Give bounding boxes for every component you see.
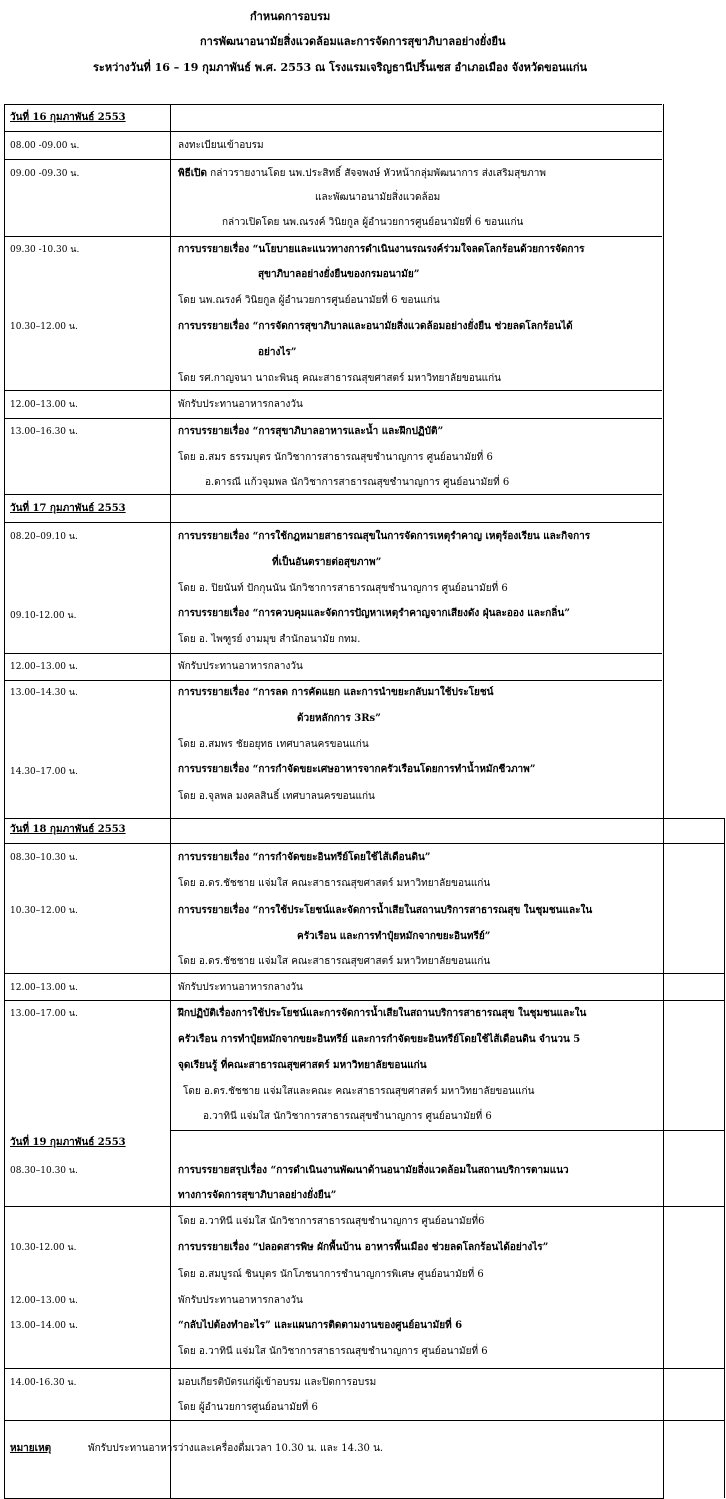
session-text: อย่างไร” (258, 347, 297, 358)
session-text: โดย อ.สมบูรณ์ ชินบุตร นักโภชนาการชำนาญการพิเศษ ศูนย์อนามัยที่ 6 (178, 1269, 484, 1280)
row-line (4, 818, 724, 819)
session-text (178, 167, 546, 181)
session-text: การบรรยายเรื่อง “การใช้ประโยชน์และจัดการน้ำเสียในสถานบริการสาธารณสุข ในชุมชนและใน (178, 905, 593, 916)
session-time: 10.30-12.00 น. (10, 1243, 77, 1253)
session-time: 13.00–16.30 น. (10, 427, 78, 437)
session-time: 08.20–09.10 น. (10, 532, 78, 542)
session-text: โดย ผู้อำนวยการศูนย์อนามัยที่ 6 (178, 1402, 318, 1413)
session-text: พักรับประทานอาหารกลางวัน (178, 982, 303, 993)
session-text: โดย อ. ไพฑูรย์ งามมุข สำนักอนามัย กทม. (178, 634, 361, 645)
session-time: 12.00–13.00 น. (10, 983, 78, 993)
session-time: 09.10-12.00 น. (10, 611, 77, 621)
session-time: 09.00 -09.30 น. (10, 169, 80, 179)
session-text: โดย อ.ดร.ชัชชาย แจ่มใส คณะสาธารณสุขศาสตร์ มหาวิทยาลัยขอนแก่น (178, 878, 491, 889)
session-text: การบรรยายเรื่อง “การสุขาภิบาลอาหารและน้ำ และฝึกปฏิบัติ” (178, 426, 444, 437)
session-text: สุขาภิบาลอย่างยั่งยืนของกรมอนามัย” (258, 269, 420, 280)
session-time: 09.30 -10.30 น. (10, 245, 80, 255)
session-text: โดย อ. ปิยนันท์ ปักกุนนัน นักวิชาการสาธารณสุขชำนาญการ ศูนย์อนามัยที่ 6 (178, 583, 508, 594)
session-text: การบรรยายเรื่อง “การจัดการสุขาภิบาลและอนามัยสิ่งแวดล้อมอย่างยั่งยืน ช่วยลดโลกร้อนได้ (178, 321, 573, 332)
row-line (4, 843, 724, 844)
session-text: โดย อ.วาทินี แจ่มใส นักวิชาการสาธารณสุขชำนาญการ ศูนย์อนามัยที่ 6 (178, 1346, 488, 1357)
row-line (4, 522, 662, 523)
session-text: การบรรยายเรื่อง “การกำจัดขยะอินทรีย์โดยใช้ไส้เดือนดิน” (178, 852, 431, 863)
doc-dates-place: ระหว่างวันที่ 16 – 19 กุมภาพันธ์ พ.ศ. 2553 ณ โรงแรมเจริญธานีปริ้นเซส อำเภอเมือง จังหวัดขอนแก่น (93, 61, 588, 74)
session-time: 14.30–17.00 น. (10, 767, 78, 777)
column-divider (170, 104, 171, 1498)
row-line (4, 131, 662, 132)
session-text: ที่เป็นอันตรายต่อสุขภาพ” (272, 557, 382, 568)
session-text: โดย อ.วาทินี แจ่มใส นักวิชาการสาธารณสุขชำนาญการ ศูนย์อนามัยที่6 (178, 1216, 485, 1227)
session-time: 08.30–10.30 น. (10, 853, 78, 863)
row-line (4, 1420, 724, 1421)
doc-subtitle: การพัฒนาอนามัยสิ่งแวดล้อมและการจัดการสุขาภิบาลอย่างยั่งยืน (200, 35, 506, 48)
session-text: “กลับไปต้องทำอะไร” และแผนการติดตามงานของศูนย์อนามัยที่ 6 (178, 1320, 463, 1331)
session-text: ทางการจัดการสุขาภิบาลอย่างยั่งยืน” (178, 1190, 337, 1201)
session-text: การบรรยายเรื่อง “การลด การคัดแยก และการนำขยะกลับมาใช้ประโยชน์ (178, 687, 494, 698)
session-text: การบรรยายเรื่อง “การกำจัดขยะเศษอาหารจากครัวเรือนโดยการทำน้ำหมักชีวภาพ” (178, 764, 536, 775)
session-time: 13.00–14.30 น. (10, 688, 78, 698)
session-time: 12.00–13.00 น. (10, 400, 78, 410)
row-line (4, 159, 662, 160)
row-line (4, 236, 662, 237)
row-line (4, 390, 662, 391)
session-text: จุดเรียนรู้ ที่คณะสาธารณสุขศาสตร์ มหาวิทยาลัยขอนแก่น (178, 1060, 427, 1071)
session-text: พักรับประทานอาหารกลางวัน (178, 1295, 303, 1306)
session-text: อ.ดารณี แก้วจุมพล นักวิชาการสาธารณสุขชำนาญการ ศูนย์อนามัยที่ 6 (205, 477, 510, 488)
session-time: 12.00–13.00 น. (10, 662, 78, 672)
session-text: การบรรยายเรื่อง “ปลอดสารพิษ ผักพื้นบ้าน อาหารพื้นเมือง ช่วยลดโลกร้อนได้อย่างไร” (178, 1242, 549, 1253)
row-line (4, 1000, 724, 1001)
opening-label: พิธีเปิด (178, 168, 207, 179)
doc-title: กำหนดการอบรม (250, 10, 331, 23)
session-text: การบรรยายเรื่อง “การควบคุมและจัดการปัญหาเหตุรำคาญจากเสียงดัง ฝุ่นละออง และกลิ่น” (178, 608, 571, 619)
row-line (170, 1130, 724, 1131)
session-text: โดย อ.สมร ธรรมบุตร นักวิชาการสาธารณสุขชำนาญการ ศูนย์อนามัยที่ 6 (178, 452, 493, 463)
day-heading: วันที่ 18 กุมภาพันธ์ 2553 (10, 824, 126, 835)
day-heading: วันที่ 19 กุมภาพันธ์ 2553 (10, 1137, 126, 1148)
row-line (4, 1206, 724, 1207)
session-text: ลงทะเบียนเข้าอบรม (178, 140, 264, 151)
session-text: โดย อ.ดร.ชัชชาย แจ่มใส คณะสาธารณสุขศาสตร์ มหาวิทยาลัยขอนแก่น (178, 956, 491, 967)
session-text: โดย รศ.กาญจนา นาถะพินธุ คณะสาธารณสุขศาสตร์ มหาวิทยาลัยขอนแก่น (178, 373, 502, 384)
day-heading: วันที่ 17 กุมภาพันธ์ 2553 (10, 503, 126, 514)
session-text: ครัวเรือน และการทำปุ๋ยหมักจากขยะอินทรีย์” (297, 931, 491, 942)
opening-text: กล่าวรายงานโดย นพ.ประสิทธิ์ สัจจพงษ์ หัวหน้ากลุ่มพัฒนาการ ส่งเสริมสุขภาพ (206, 168, 546, 179)
row-line (4, 973, 724, 974)
row-line (4, 680, 662, 681)
session-time: 13.00–17.00 น. (10, 1009, 78, 1019)
session-text: มอบเกียรติบัตรแก่ผู้เข้าอบรม และปิดการอบรม (178, 1377, 377, 1388)
session-time: 10.30–12.00 น. (10, 906, 78, 916)
session-text: ฝึกปฏิบัติเรื่องการใช้ประโยชน์และการจัดการน้ำเสียในสถานบริการสาธารณสุข ในชุมชนและใน (178, 1008, 587, 1019)
session-time: 08.30–10.30 น. (10, 1166, 78, 1176)
session-text: การบรรยายสรุปเรื่อง “การดำเนินงานพัฒนาด้านอนามัยสิ่งแวดล้อมในสถานบริการตามแนว (178, 1165, 569, 1176)
session-text: พักรับประทานอาหารกลางวัน (178, 661, 303, 672)
row-line (4, 494, 662, 495)
session-time: 12.00–13.00 น. (10, 1296, 78, 1306)
row-line (4, 1368, 724, 1369)
session-time: 13.00–14.00 น. (10, 1321, 78, 1331)
session-time: 10.30–12.00 น. (10, 322, 78, 332)
row-line (4, 653, 662, 654)
session-text: โดย นพ.ณรงค์ วินิยกูล ผู้อำนวยการศูนย์อนามัยที่ 6 ขอนแก่น (178, 295, 440, 306)
session-text: การบรรยายเรื่อง “การใช้กฎหมายสาธารณสุขในการจัดการเหตุรำคาญ เหตุร้องเรียน และกิจการ (178, 531, 591, 542)
note-label: หมายเหตุ (10, 1443, 52, 1454)
note-text: พักรับประทานอาหารว่างและเครื่องดื่มเวลา 10.30 น. และ 14.30 น. (88, 1443, 384, 1454)
session-time: 14.00-16.30 น. (10, 1378, 77, 1388)
row-line (4, 418, 662, 419)
row-line (4, 104, 662, 105)
session-text: และพัฒนาอนามัยสิ่งแวดล้อม (315, 192, 441, 203)
session-text: การบรรยายเรื่อง “นโยบายและแนวทางการดำเนินงานรณรงค์ร่วมใจลดโลกร้อนด้วยการจัดการ (178, 244, 585, 255)
session-text: กล่าวเปิดโดย นพ.ณรงค์ วินิยกูล ผู้อำนวยการศูนย์อนามัยที่ 6 ขอนแก่น (222, 217, 524, 228)
session-text: ด้วยหลักการ 3Rs” (297, 713, 381, 724)
session-text: โดย อ.จุลพล มงคลสินธิ์ เทศบาลนครขอนแก่น (178, 791, 375, 802)
session-text: อ.วาทินี แจ่มใส นักวิชาการสาธารณสุขชำนาญการ ศูนย์อนามัยที่ 6 (203, 1111, 492, 1122)
session-time: 08.00 -09.00 น. (10, 141, 80, 151)
session-text: โดย อ.ดร.ชัชชาย แจ่มใสและคณะ คณะสาธารณสุขศาสตร์ มหาวิทยาลัยขอนแก่น (183, 1086, 535, 1097)
session-text: ครัวเรือน การทำปุ๋ยหมักจากขยะอินทรีย์ และการกำจัดขยะอินทรีย์โดยใช้ไส้เดือนดิน จำนวน 5 (178, 1034, 581, 1045)
session-text: พักรับประทานอาหารกลางวัน (178, 399, 303, 410)
table-right-extension (662, 818, 725, 1498)
session-text: โดย อ.สมพร ชัยอยุทธ เทศบาลนครขอนแก่น (178, 739, 369, 750)
day-heading: วันที่ 16 กุมภาพันธ์ 2553 (10, 112, 126, 123)
